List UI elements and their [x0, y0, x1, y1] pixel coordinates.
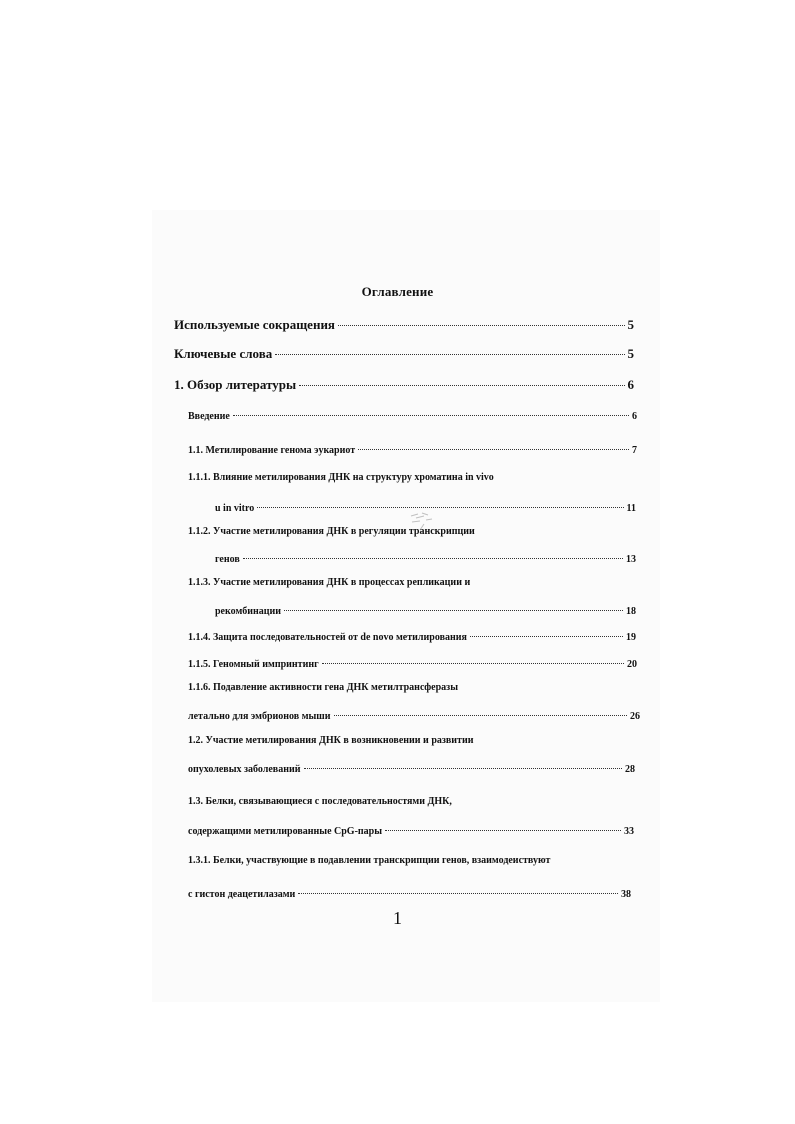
toc-entry[interactable] [188, 823, 634, 837]
toc-entry-label: опухолевых заболеваний [188, 763, 301, 775]
leader-dots [275, 345, 624, 355]
toc-entry-first-line: 1.1.3. Участие метилирования ДНК в процессах репликации и [188, 577, 471, 588]
toc-entry-label: 1.1.5. Геномный импринтинг [188, 658, 319, 670]
leader-dots [385, 823, 621, 831]
leader-dots [243, 551, 623, 559]
leader-dots [298, 886, 618, 894]
toc-entry[interactable] [174, 376, 634, 393]
toc-entry-page: 6 [632, 410, 637, 422]
toc-entry[interactable] [174, 316, 634, 333]
toc-entry-first-line: 1.3. Белки, связывающиеся с последовательностями ДНК, [188, 796, 452, 807]
toc-entry-label: 1.1.4. Защита последовательностей от de novo метилирования [188, 631, 467, 643]
page-number: 1 [393, 908, 402, 928]
toc-entry-first-line: 1.2. Участие метилирования ДНК в возникновении и развитии [188, 735, 474, 746]
toc-entry-label: 1. Обзор литературы [174, 377, 297, 393]
toc-entry-first-line: 1.1.2. Участие метилирования ДНК в регуляции транскрипции [188, 526, 475, 537]
leader-dots [233, 408, 629, 416]
toc-entry-first-line: 1.1.1. Влияние метилирования ДНК на структуру хроматина in vivo [188, 472, 494, 483]
toc-entry-label: u in vitro [215, 502, 255, 514]
toc-entry[interactable] [174, 345, 634, 362]
toc-title: Оглавление [361, 284, 434, 299]
toc-entry[interactable] [188, 886, 631, 900]
toc-entry-label: генов [215, 553, 240, 565]
toc-entry-label: рекомбинации [215, 605, 282, 617]
toc-entry-label: 1.1. Метилирование генома эукариот [188, 444, 356, 456]
toc-entry-label: Введение [188, 410, 230, 422]
toc-entry[interactable] [188, 656, 637, 670]
leader-dots [358, 442, 629, 450]
toc-entry-page: 19 [626, 631, 636, 643]
toc-entry-label: содержащими метилированные CpG-пары [188, 825, 383, 837]
toc-entry[interactable] [215, 603, 636, 617]
toc-entry-page: 6 [627, 377, 634, 393]
toc-entry-page: 33 [624, 825, 634, 837]
toc-entry[interactable] [188, 629, 636, 643]
toc-entry-first-line: 1.3.1. Белки, участвующие в подавлении транскрипции генов, взаимодеиствуют [188, 855, 551, 866]
toc-entry[interactable] [188, 761, 635, 775]
scan-mark-graphic [408, 510, 438, 532]
toc-entry[interactable] [188, 408, 637, 422]
toc-entry-page: 13 [626, 553, 636, 565]
toc-entry-page: 5 [627, 317, 634, 333]
toc-entry-page: 7 [632, 444, 637, 456]
toc-entry[interactable] [215, 551, 636, 565]
leader-dots [334, 708, 627, 716]
toc-entry-first-line: 1.1.6. Подавление активности гена ДНК метилтрансферазы [188, 682, 458, 693]
toc-entry[interactable] [188, 442, 637, 456]
toc-entry[interactable] [188, 708, 640, 722]
toc-entry-label: с гистон деацетилазами [188, 888, 296, 900]
leader-dots [322, 656, 624, 664]
toc-entry-label: Ключевые слова [174, 346, 273, 362]
toc-entry-label: Используемые сокращения [174, 317, 335, 333]
leader-dots [299, 376, 624, 386]
toc-entry-page: 20 [627, 658, 637, 670]
leader-dots [284, 603, 623, 611]
toc-entry-page: 18 [626, 605, 636, 617]
toc-entry-label: летально для эмбрионов мыши [188, 710, 331, 722]
toc-entry-page: 5 [627, 346, 634, 362]
leader-dots [338, 316, 625, 326]
leader-dots [470, 629, 623, 637]
toc-entry-page: 28 [625, 763, 635, 775]
toc-entry-page: 26 [630, 710, 640, 722]
leader-dots [304, 761, 623, 769]
toc-entry-page: 38 [621, 888, 631, 900]
leader-dots [257, 500, 623, 508]
toc-entry-page: 11 [626, 502, 636, 514]
